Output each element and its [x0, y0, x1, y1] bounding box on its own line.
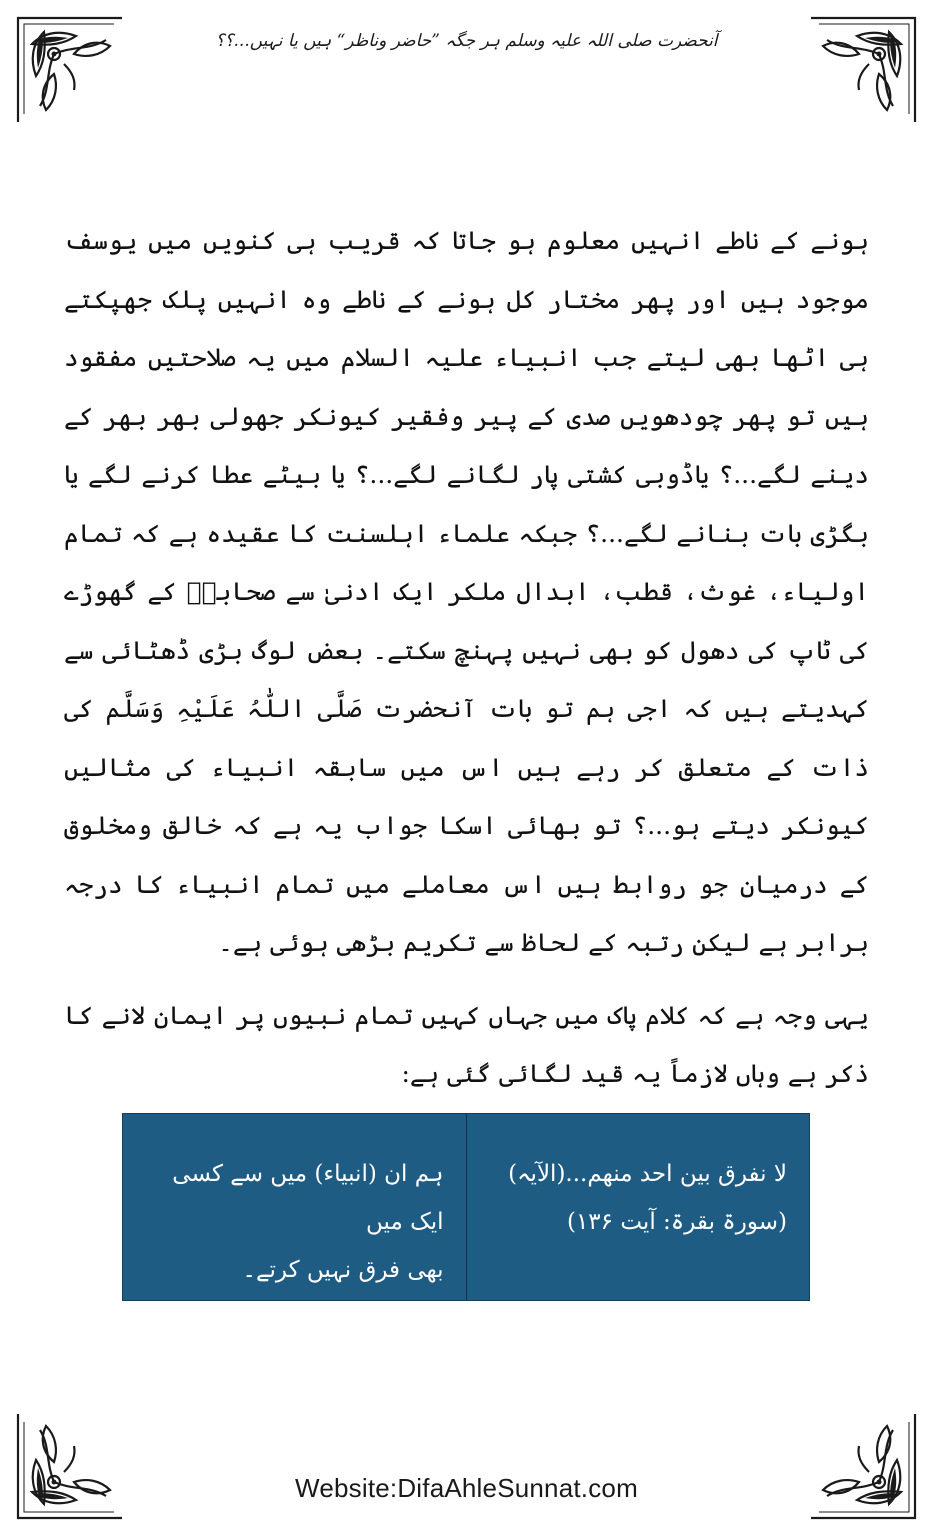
floral-ornament-icon — [14, 1410, 126, 1522]
quote-translation-cell — [123, 1114, 467, 1300]
floral-ornament-icon — [807, 14, 919, 126]
quran-quote-box — [122, 1113, 810, 1301]
footer-website: Website:DifaAhleSunnat.com — [295, 1473, 638, 1503]
quote-translation-line-1: ہم ان (انبیاء) میں سے کسی ایک میں — [172, 1161, 444, 1235]
ornament-corner-bottom-left — [14, 1410, 126, 1522]
ornament-corner-top-left — [14, 14, 126, 126]
floral-ornament-icon — [807, 1410, 919, 1522]
quote-reference: (سورۃ بقرۃ: آیت ۱۳۶) — [566, 1209, 787, 1235]
quote-arabic-text: لا نفرق بین احد منھم...(الآیہ) — [508, 1161, 787, 1187]
article-body — [64, 212, 869, 1104]
page-header-title: آنحضرت صلی اللہ علیہ وسلم ہر جگہ ”حاضر وناظر“ ہیں یا نہیں...؟؟ — [215, 31, 718, 51]
quote-arabic-cell — [467, 1114, 810, 1300]
body-paragraph-2: یہی وجہ ہے کہ کلام پاک میں جہاں کہیں تمام نبیوں پر ایمان لانے کا ذکر ہے وہاں لازماً یہ قید لگائی گئی ہے: — [64, 1000, 869, 1088]
quote-translation-line-2: بھی فرق نہیں کرتے۔ — [242, 1257, 444, 1283]
floral-ornament-icon — [14, 14, 126, 126]
ornament-corner-bottom-right — [807, 1410, 919, 1522]
ornament-corner-top-right — [807, 14, 919, 126]
body-paragraph-1: ہونے کے ناطے انہیں معلوم ہو جاتا کہ قریب ہی کنویں میں یوسف موجود ہیں اور پھر مختار کل ہونے کے ناطے وہ انہیں پلک جھپکتے ہی اٹھا بھی لیتے جب انبیاء علیہ السلام میں یہ صلاحتیں مفقود ہیں تو پھر چودھویں صدی کے پیر وفقیر کیونکر جھولی بھر بھر کے دینے لگے...؟ یاڈوبی کشتی پار لگانے لگے...؟ یا بیٹے عطا کرنے لگے یا بگڑی بات بنانے لگے...؟ جبکہ علماء اہلسنت کا عقیدہ ہے کہ تمام اولیاء، غوث، قطب، ابدال ملکر ایک ادنیٰ سے صحابیؓ کے گھوڑے کی ٹاپ کی دھول کو بھی نہیں پہنچ سکتے۔ بعض لوگ بڑی ڈھٹائی سے کہدیتے ہیں کہ اجی ہم تو بات آنحضرت صَلَّی اللّٰہُ عَلَیْہِ وَسَلَّم کی ذات کے متعلق کر رہے ہیں اس میں سابقہ انبیاء کی مثالیں کیونکر دیتے ہو...؟ تو بھائی اسکا جواب یہ ہے کہ خالق ومخلوق کے درمیان جو روابط ہیں اس معاملے میں تمام انبیاء کا درجہ برابر ہے لیکن رتبہ کے لحاظ سے تکریم بڑھی ہوئی ہے۔ — [64, 226, 869, 957]
